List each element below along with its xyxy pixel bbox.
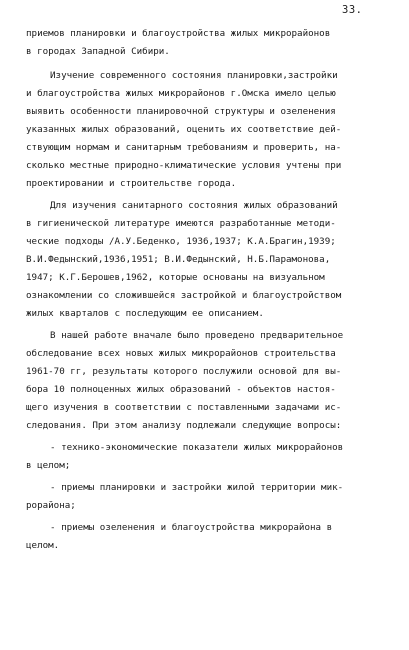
text-line: Изучение современного состояния планировки,застройки [50,70,338,81]
text-line: щего изучения в соответствии с поставленными задачами ис- [26,402,342,413]
text-line: 1961-70 гг, результаты которого послужили основой для вы- [26,366,342,377]
text-line: следования. При этом анализу подлежали следующие вопросы: [26,420,342,431]
page-number: 33. [342,4,363,16]
text-line: - приемы озеленения и благоустройства микрорайона в [50,522,333,533]
text-line: жилых кварталов с последующим ее описанием. [26,308,264,319]
text-line: обследование всех новых жилых микрорайонов строительства [26,348,336,359]
text-line: Для изучения санитарного состояния жилых образований [50,200,338,211]
text-line: 1947; К.Г.Берошев,1962, которые основаны на визуальном [26,272,325,283]
text-line: В.И.Федынский,1936,1951; В.И.Федынский, Н.Б.Парамонова, [26,254,331,265]
text-line: выявить особенности планировочной структуры и озеленения [26,106,336,117]
text-line: в целом; [26,460,71,471]
text-line: бора 10 полноценных жилых образований - объектов настоя- [26,384,336,395]
text-line: в гигиенической литературе имеются разработанные методи- [26,218,336,229]
text-line: проектировании и строительстве города. [26,178,237,189]
text-line: целом. [26,540,60,551]
text-line: в городах Западной Сибири. [26,46,170,57]
text-line: В нашей работе вначале было проведено предварительное [50,330,344,341]
text-line: ознакомлении со сложившейся застройкой и благоустройством [26,290,342,301]
text-line: сколько местные природно-климатические условия учтены при [26,160,342,171]
text-line: ческие подходы /А.У.Беденко, 1936,1937; К.А.Брагин,1939; [26,236,336,247]
text-line: - технико-экономические показатели жилых микрорайонов [50,442,344,453]
text-line: рорайона; [26,500,76,511]
text-line: приемов планировки и благоустройства жилых микрорайонов [26,28,331,39]
text-line: указанных жилых образований, оценить их соответствие дей- [26,124,342,135]
text-line: - приемы планировки и застройки жилой территории мик- [50,482,344,493]
text-line: ствующим нормам и санитарным требованиям и проверить, на- [26,142,342,153]
text-line: и благоустройства жилых микрорайонов г.Омска имело целью [26,88,336,99]
